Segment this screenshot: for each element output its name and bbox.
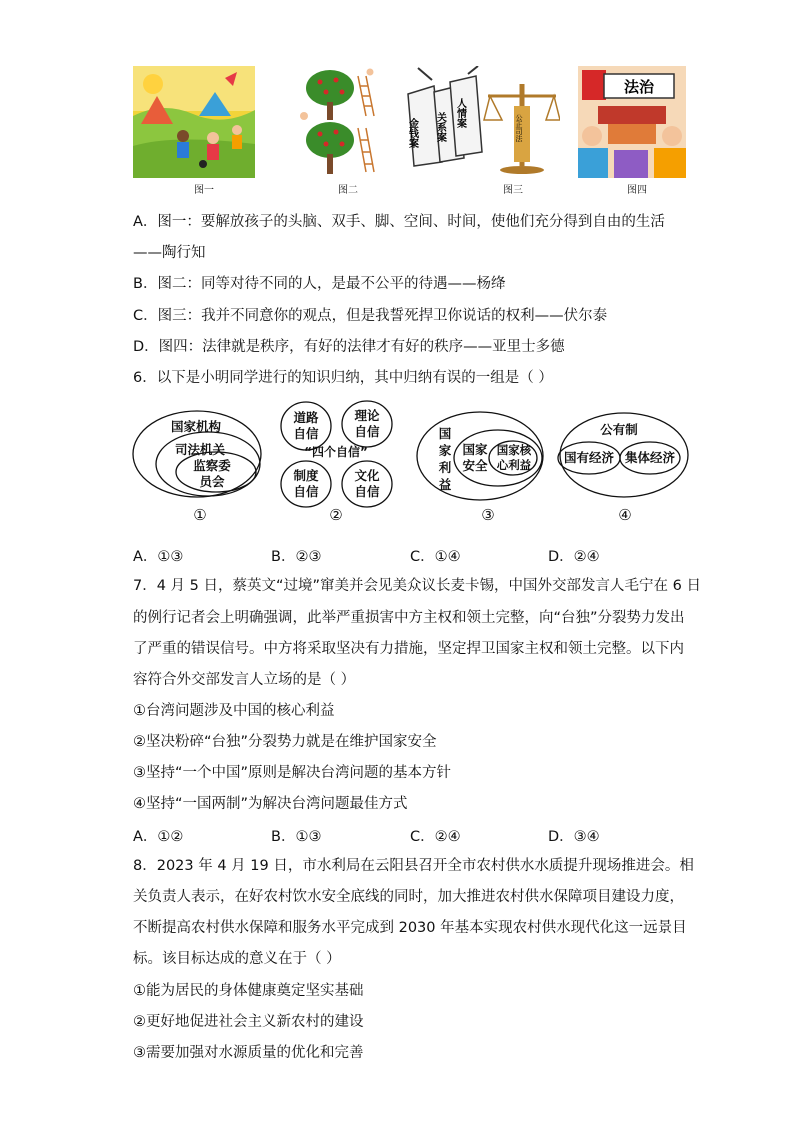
q6-diagram-4-number: ④ — [618, 506, 632, 524]
q8-stem-line-2: 关负责人表示，在好农村饮水安全底线的同时，加大推进农村供水保障项目建设力度， — [133, 889, 684, 905]
d1-inner-label-2: 员会 — [199, 474, 225, 489]
q6-diagram-3-number: ③ — [481, 506, 495, 524]
d1-inner-label-1: 监察委 — [193, 458, 231, 473]
d3-middle-2: 安全 — [462, 458, 488, 473]
q6-diagrams — [130, 400, 690, 510]
d3-inner-1: 国家核 — [496, 443, 532, 457]
figure-3-caption: 图三 — [503, 185, 523, 196]
d2-tl-1: 道路 — [293, 410, 319, 425]
q7-option-c: C．②④ — [410, 829, 461, 845]
q5-option-b: B．图二：同等对待不同的人，是最不公平的待遇——杨绛 — [133, 276, 506, 292]
q7-item-2: ②坚决粉碎“台独”分裂势力就是在维护国家安全 — [133, 734, 437, 750]
q8-item-2: ②更好地促进社会主义新农村的建设 — [133, 1014, 364, 1030]
d2-bl-2: 自信 — [293, 484, 319, 499]
figure-1-illustration — [133, 66, 255, 178]
d3-inner-2: 心利益 — [496, 458, 532, 472]
q6-diagram-2-number: ② — [329, 506, 343, 524]
d3-outer-2: 家 — [438, 443, 452, 458]
fig3-label-money: 金钱案 — [406, 118, 418, 148]
figure-1-caption: 图一 — [194, 185, 214, 196]
fig3-label-justice: 公正司法 — [515, 114, 523, 142]
q7-item-3: ③坚持“一个中国”原则是解决台湾问题的基本方针 — [133, 765, 452, 781]
q7-stem-line-1: 7．4 月 5 日，蔡英文“过境”窜美并会见美众议长麦卡锡，中国外交部发言人毛宁在 6 日 — [133, 578, 701, 594]
figure-4-caption: 图四 — [627, 185, 647, 196]
fig4-label-rule-of-law: 法治 — [623, 78, 655, 96]
fig3-label-favor: 人情案 — [454, 98, 466, 128]
q6-diagram-1-number: ① — [193, 506, 207, 524]
q8-stem-line-1: 8．2023 年 4 月 19 日，市水利局在云阳县召开全市农村供水水质提升现场推进会。相 — [133, 858, 694, 874]
q7-option-a: A．①② — [133, 829, 184, 845]
figure-4-rule-of-law — [578, 66, 686, 178]
d3-outer-4: 益 — [438, 477, 452, 492]
q7-stem-line-4: 容符合外交部发言人立场的是（ ） — [133, 672, 356, 688]
q7-stem-line-2: 的例行记者会上明确强调，此举严重损害中方主权和领土完整，向“台独”分裂势力发出 — [133, 610, 685, 626]
q5-option-c: C．图三：我并不同意你的观点，但是我誓死捍卫你说话的权利——伏尔泰 — [133, 308, 608, 324]
q8-item-3: ③需要加强对水源质量的优化和完善 — [133, 1045, 364, 1061]
d1-middle-label: 司法机关 — [174, 442, 226, 457]
d4-right-label: 集体经济 — [624, 450, 676, 465]
d2-br-1: 文化 — [354, 468, 380, 483]
q5-option-a-line2: ——陶行知 — [133, 245, 206, 261]
q7-option-d: D．③④ — [548, 829, 600, 845]
d2-bl-1: 制度 — [293, 468, 319, 483]
q6-option-b: B．②③ — [271, 549, 322, 565]
d2-tl-2: 自信 — [293, 426, 319, 441]
d2-center: “四个自信” — [304, 445, 368, 459]
figure-2-apple-trees — [296, 66, 380, 178]
q8-stem-line-4: 标。该目标达成的意义在于（ ） — [133, 951, 341, 967]
q8-stem-line-3: 不断提高农村供水保障和服务水平完成到 2030 年基本实现农村供水现代化这一远景目 — [133, 920, 687, 936]
fig3-label-relation: 关系案 — [434, 112, 446, 142]
figure-2-illustration — [296, 66, 380, 178]
d4-outer-label: 公有制 — [600, 422, 638, 437]
d3-outer-1: 国 — [438, 426, 452, 441]
figure-4-illustration — [578, 66, 686, 178]
figure-1-children-playing — [133, 66, 255, 178]
d2-tr-2: 自信 — [354, 424, 380, 439]
q6-option-a: A．①③ — [133, 549, 184, 565]
d3-middle-1: 国家 — [462, 442, 488, 457]
q6-option-d: D．②④ — [548, 549, 600, 565]
figure-3-justice-cartoon — [398, 66, 560, 178]
d4-left-label: 国有经济 — [563, 450, 615, 465]
d1-outer-label: 国家机构 — [170, 419, 222, 434]
d2-tr-1: 理论 — [354, 408, 380, 423]
q7-stem-line-3: 了严重的错误信号。中方将采取坚决有力措施，坚定捍卫国家主权和领土完整。以下内 — [133, 641, 684, 657]
d2-br-2: 自信 — [354, 484, 380, 499]
d3-outer-3: 利 — [438, 460, 452, 475]
q5-option-a-line1: A．图一：要解放孩子的头脑、双手、脚、空间、时间，使他们充分得到自由的生活 — [133, 214, 665, 230]
q6-option-c: C．①④ — [410, 549, 461, 565]
figure-3-illustration — [398, 66, 560, 178]
q5-option-d: D．图四：法律就是秩序，有好的法律才有好的秩序——亚里士多德 — [133, 339, 565, 355]
figure-2-caption: 图二 — [338, 185, 358, 196]
q6-stem: 6．以下是小明同学进行的知识归纳，其中归纳有误的一组是（ ） — [133, 370, 553, 386]
q7-option-b: B．①③ — [271, 829, 322, 845]
q8-item-1: ①能为居民的身体健康奠定坚实基础 — [133, 983, 364, 999]
q7-item-1: ①台湾问题涉及中国的核心利益 — [133, 703, 335, 719]
q7-item-4: ④坚持“一国两制”为解决台湾问题最佳方式 — [133, 796, 408, 812]
